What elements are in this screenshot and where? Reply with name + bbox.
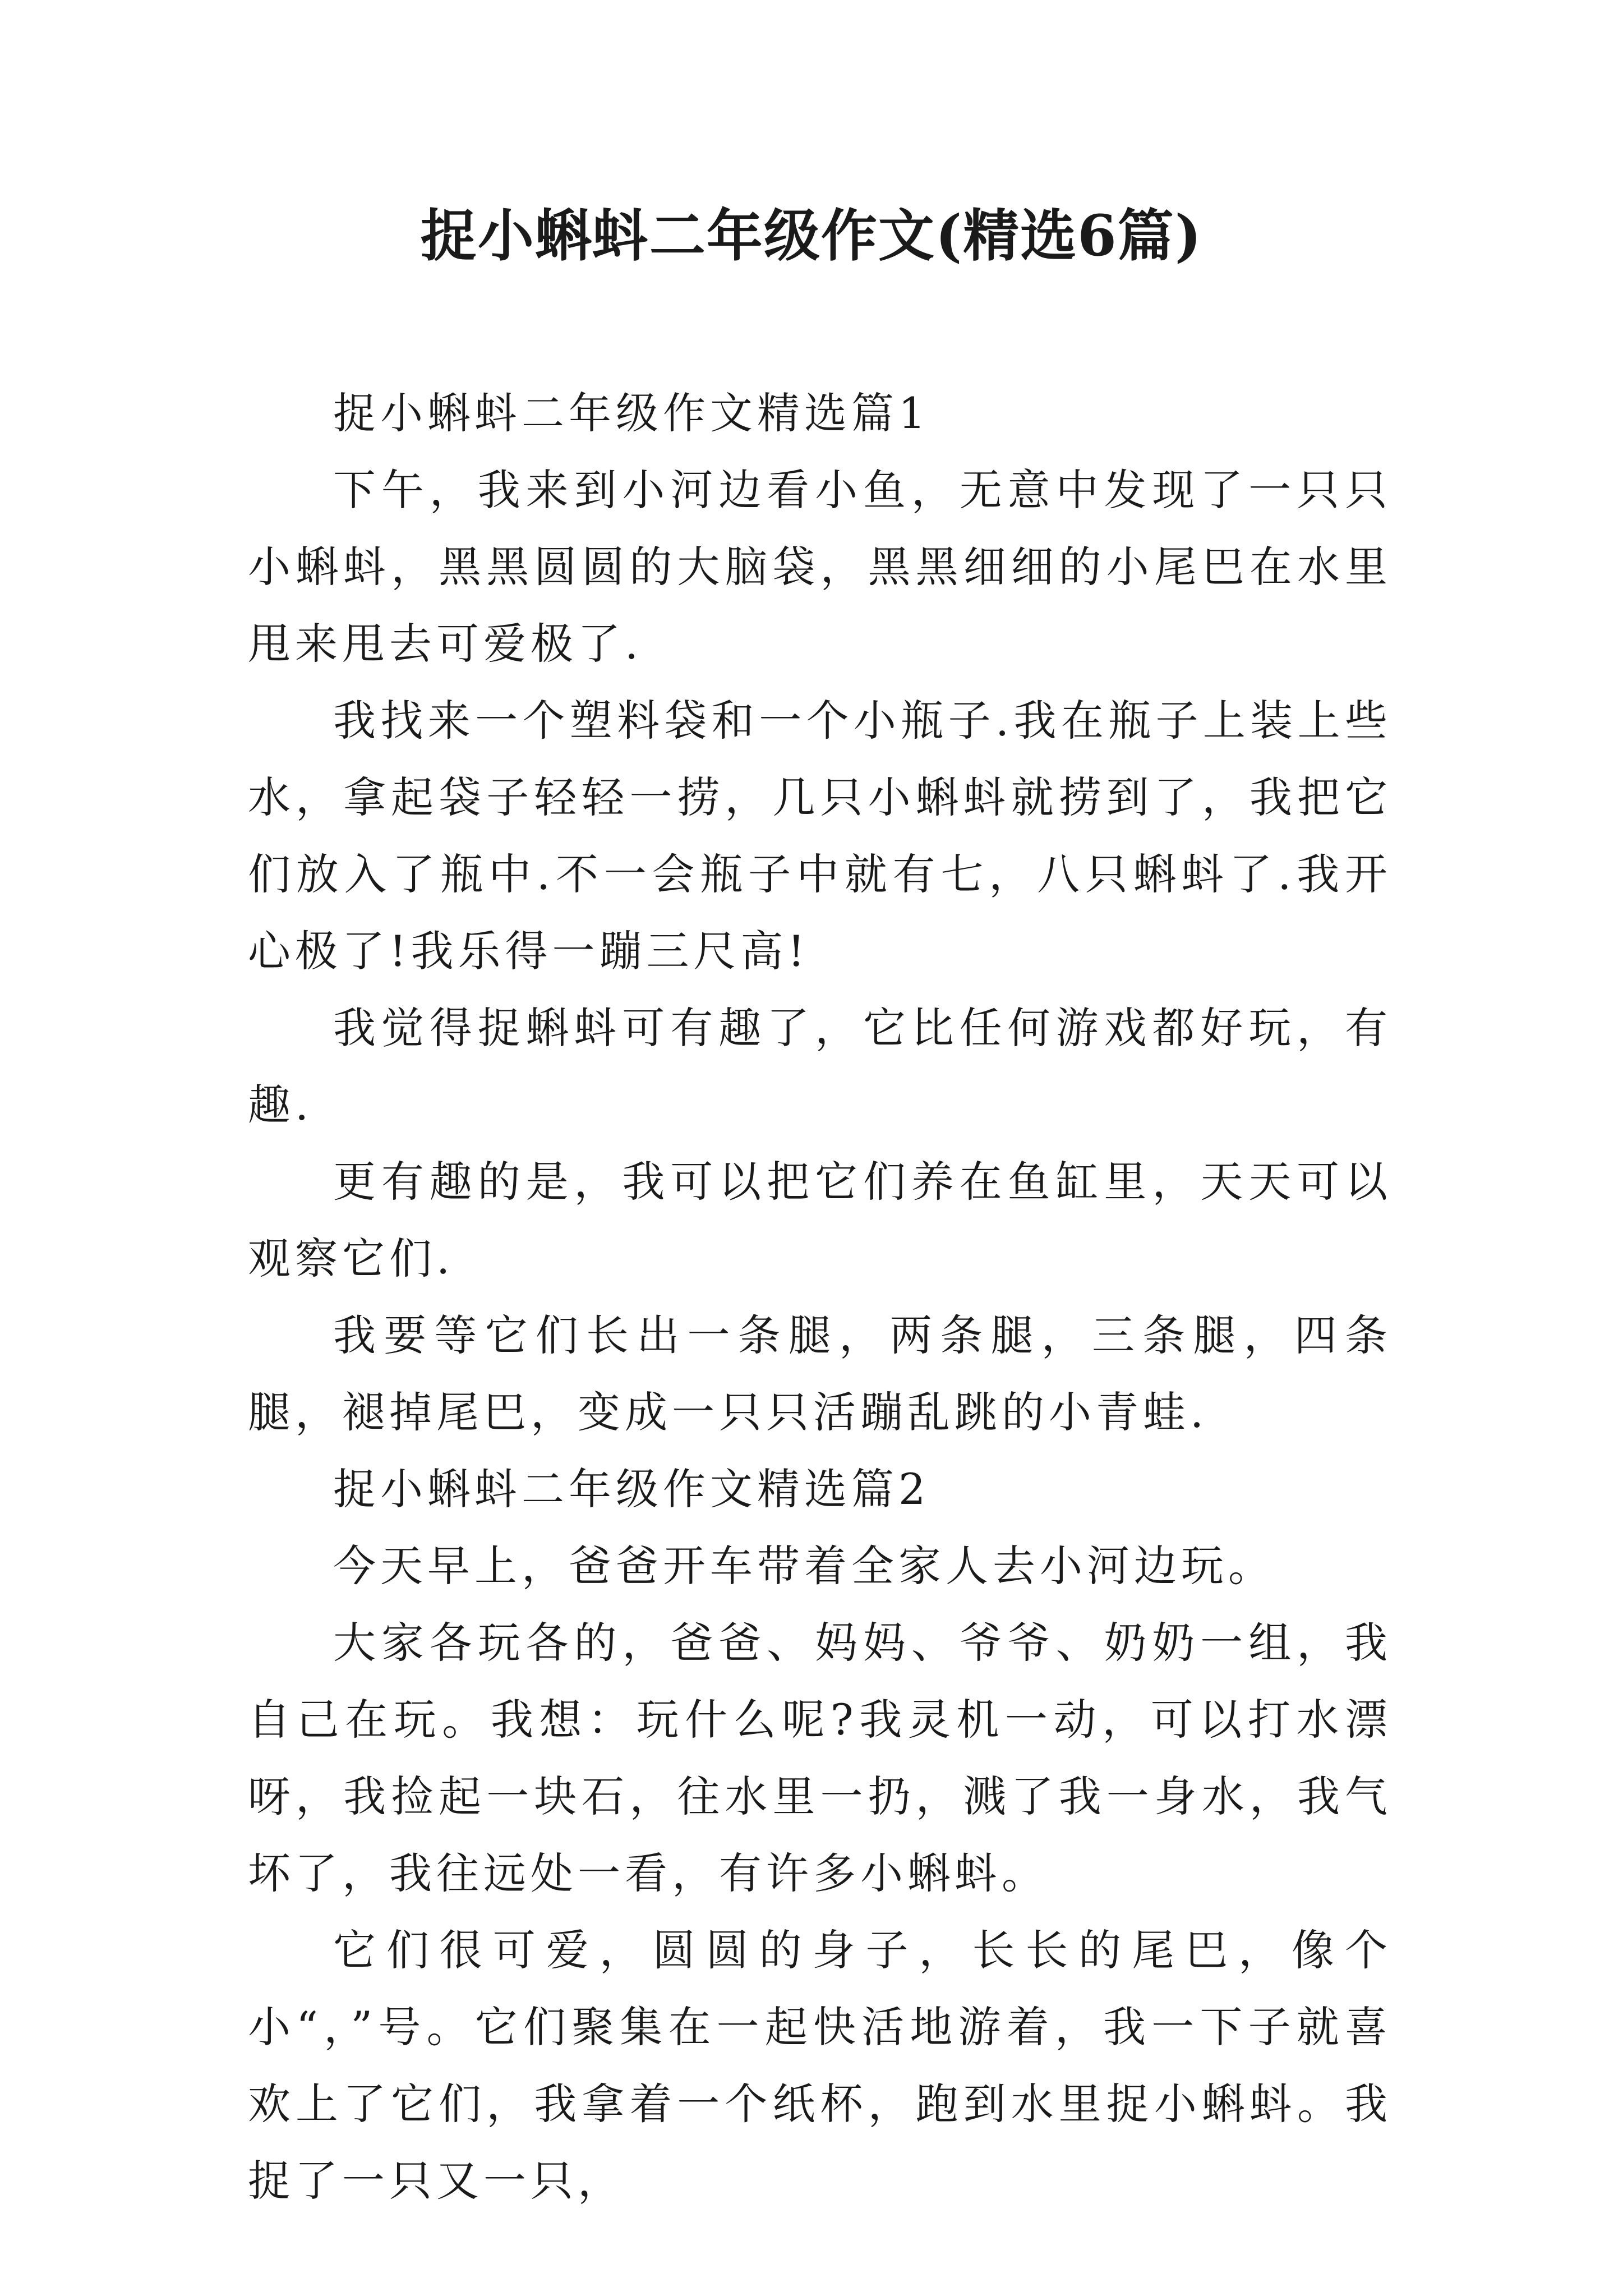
paragraph: 我要等它们长出一条腿，两条腿，三条腿，四条腿，褪掉尾巴，变成一只只活蹦乱跳的小青蛙. (248, 1310, 1392, 1437)
document-title: 捉小蝌蚪二年级作文(精选6篇) (420, 203, 1203, 269)
paragraph: 大家各玩各的，爸爸、妈妈、爷爷、奶奶一组，我自己在玩。我想：玩什么呢?我灵机一动，可以打水漂呀，我捡起一块石，往水里一扔，溅了我一身水，我气坏了，我往远处一看，有许多小蝌蚪。 (248, 1618, 1392, 1898)
paragraph: 更有趣的是，我可以把它们养在鱼缸里，天天可以观察它们. (248, 1157, 1392, 1283)
section-heading-2: 捉小蝌蚪二年级作文精选篇2 (333, 1464, 930, 1514)
paragraph: 我觉得捉蝌蚪可有趣了，它比任何游戏都好玩，有趣. (248, 1003, 1392, 1130)
document-body (248, 375, 1392, 2219)
paragraph: 我找来一个塑料袋和一个小瓶子.我在瓶子上装上些水，拿起袋子轻轻一捞，几只小蝌蚪就捞到了，我把它们放入了瓶中.不一会瓶子中就有七，八只蝌蚪了.我开心极了!我乐得一蹦三尺高! (248, 696, 1392, 976)
paragraph: 它们很可爱，圆圆的身子，长长的尾巴，像个小“，”号。它们聚集在一起快活地游着，我一下子就喜欢上了它们，我拿着一个纸杯，跑到水里捉小蝌蚪。我捉了一只又一只， (248, 1925, 1392, 2206)
paragraph: 今天早上，爸爸开车带着全家人去小河边玩。 (333, 1541, 1275, 1591)
paragraph: 下午，我来到小河边看小鱼，无意中发现了一只只小蝌蚪，黑黑圆圆的大脑袋，黑黑细细的小尾巴在水里甩来甩去可爱极了. (248, 465, 1392, 669)
section-heading-1: 捉小蝌蚪二年级作文精选篇1 (333, 388, 930, 438)
